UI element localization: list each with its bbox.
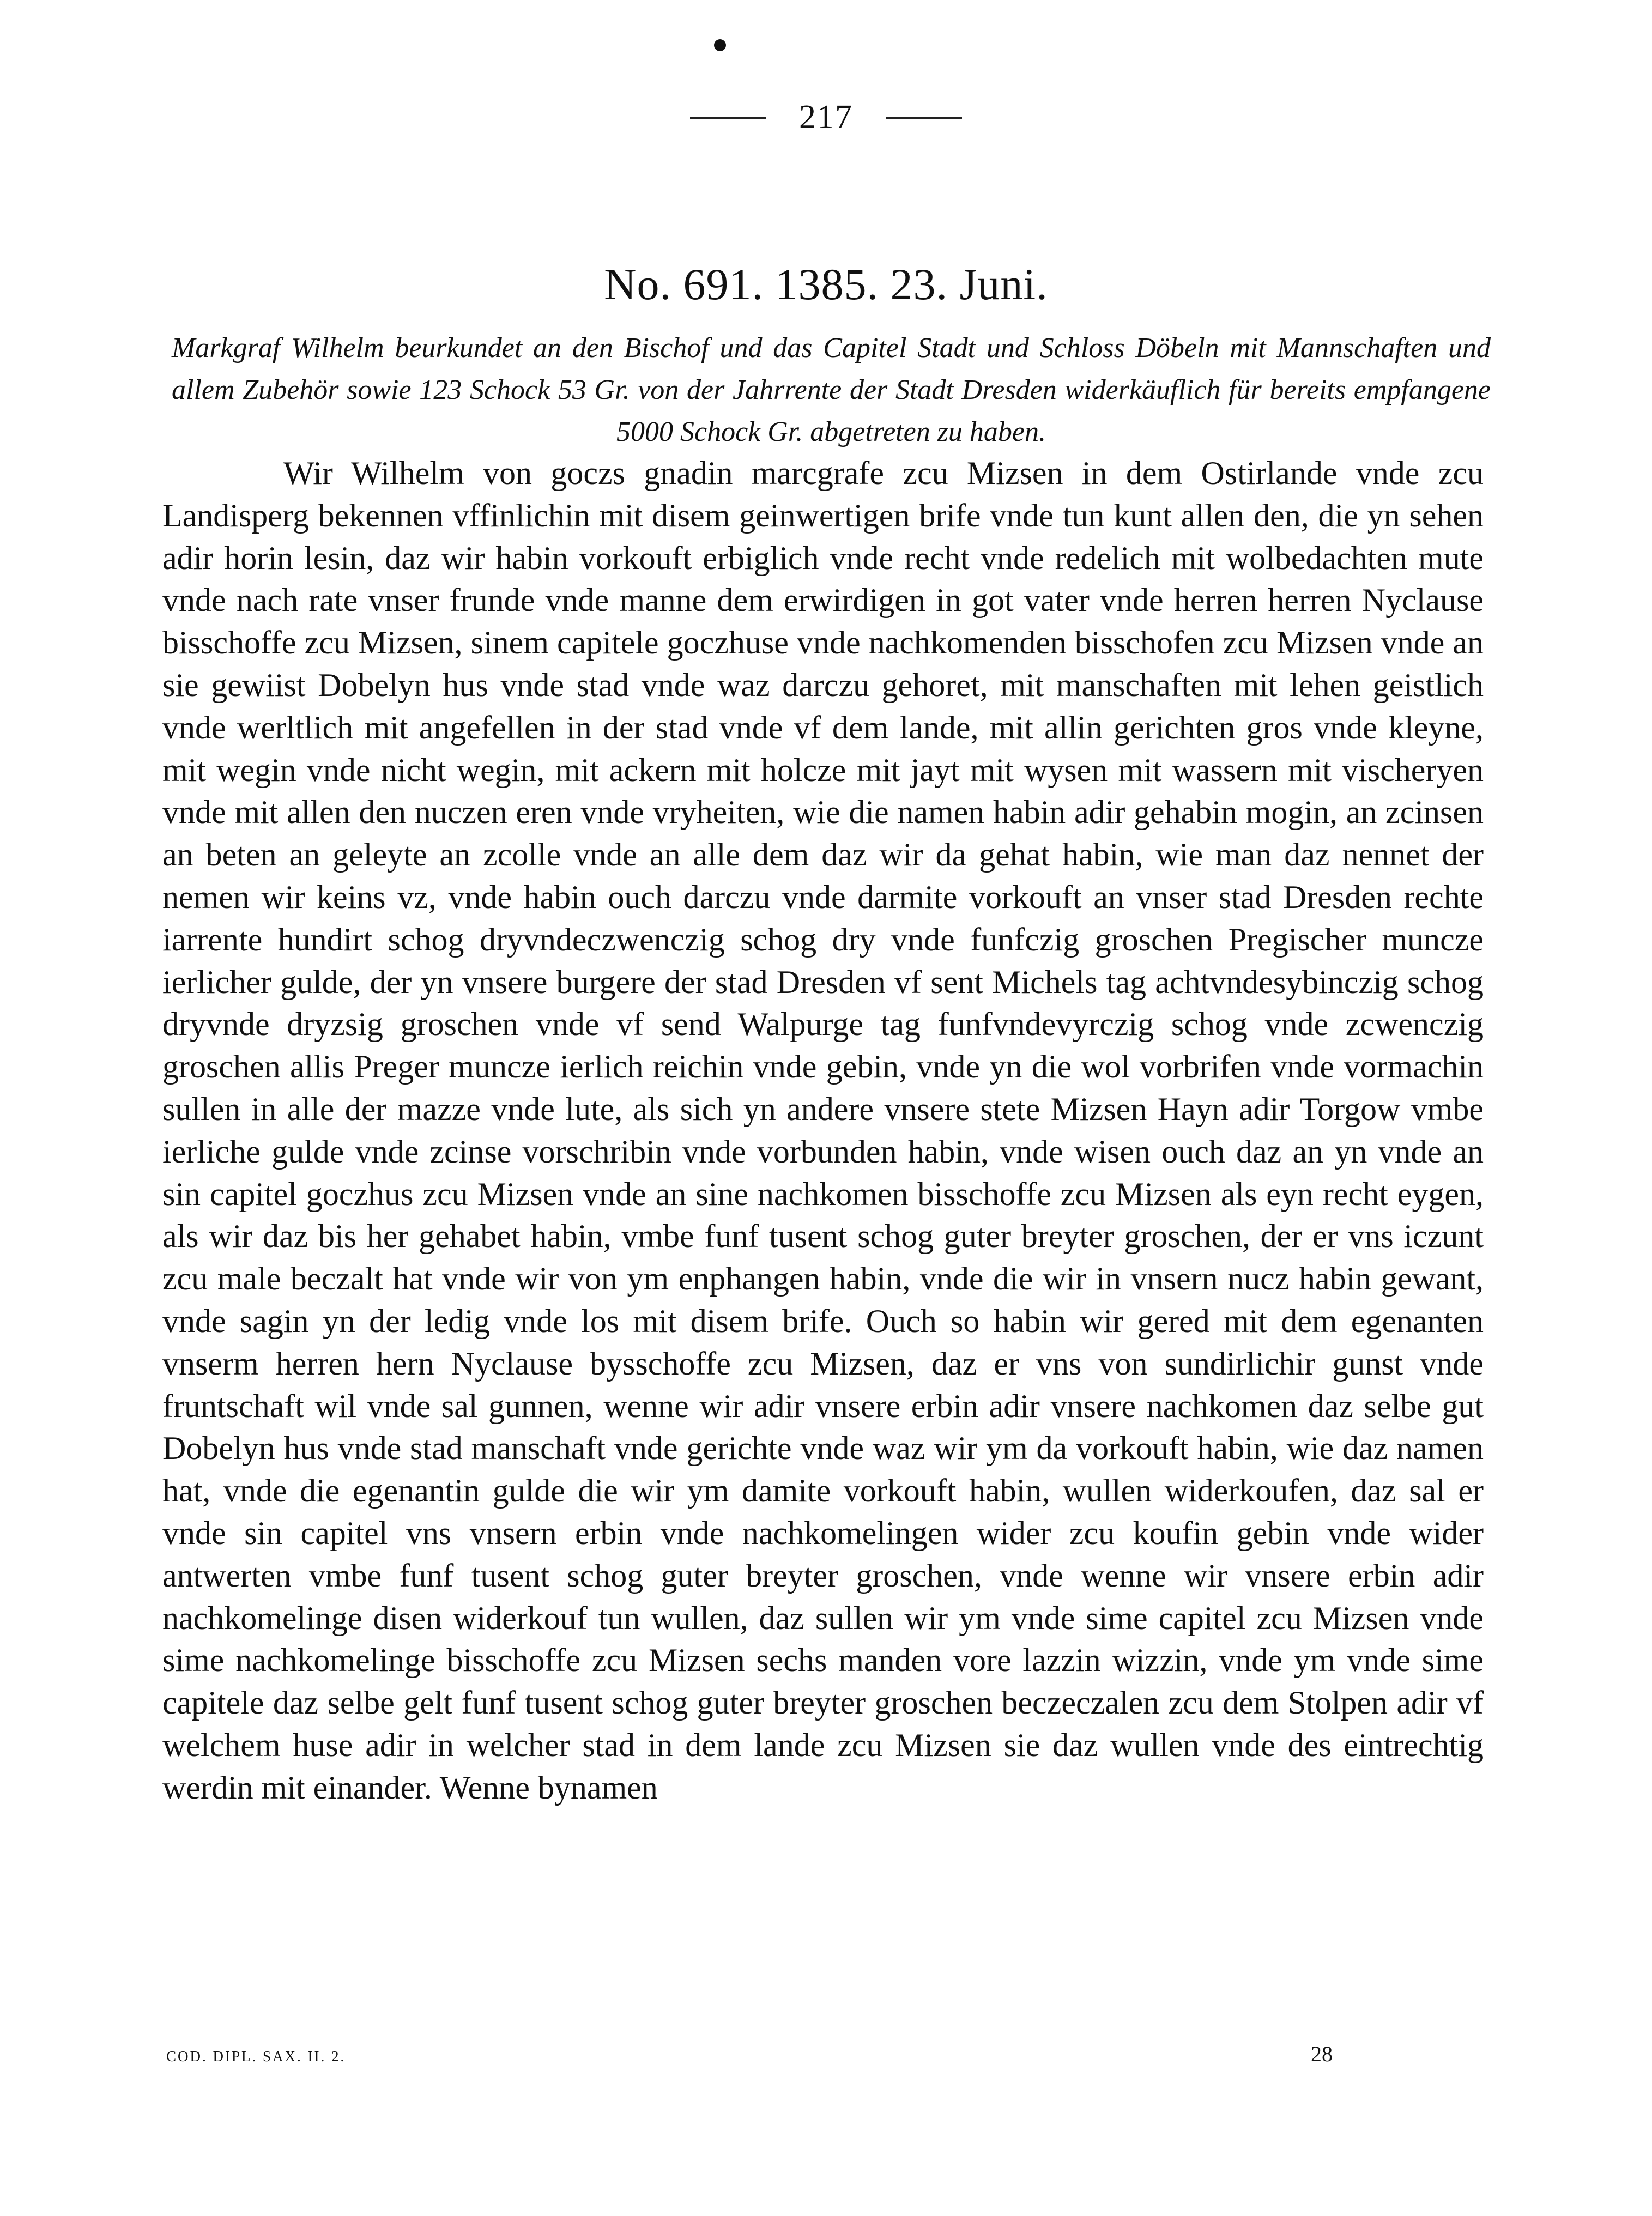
printer-dot	[714, 39, 726, 51]
document-summary: Markgraf Wilhelm beurkundet an den Bischof und das Capitel Stadt und Schloss Döbeln mit Mannschaften und allem Zubehör sowie 123 Schock 53 Gr. von der Jahrrente der Stadt Dresden widerkäuflich für bereits empfangene 5000 Schock Gr. abgetreten zu haben.	[172, 332, 1491, 447]
header-rule-left	[690, 117, 766, 119]
document-body: Wir Wilhelm von goczs gnadin marcgrafe zcu Mizsen in dem Ostirlande vnde zcu Landisperg bekennen vffinlichin mit disem geinwertigen brife vnde tun kunt allen den, die yn sehen adir horin lesin, daz wir habin vorkouft erbiglich vnde recht vnde redelich mit wolbedachten mute vnde nach rate vnser frunde vnde manne dem erwirdigen in got vater vnde herren herren Nyclause bisschoffe zcu Mizsen, sinem capitele goczhuse vnde nachkomenden bisschofen zcu Mizsen vnde an sie gewiist Dobelyn hus vnde stad vnde waz darczu gehoret, mit manschaften mit lehen geistlich vnde werltlich mit angefellen in der stad vnde vf dem lande, mit allin gerichten gros vnde kleyne, mit wegin vnde nicht wegin, mit ackern mit holcze mit jayt mit wysen mit wassern mit vischeryen vnde mit allen den nuczen eren vnde vryheiten, wie die namen habin adir gehabin mogin, an zcinsen an beten an geleyte an zcolle vnde an alle dem daz wir da gehat habin, wie man daz nennet der nemen wir keins vz, vnde habin ouch darczu vnde darmite vorkouft an vnser stad Dresden rechte iarrente hundirt schog dryvndeczwenczig schog dry vnde funfczig groschen Pregischer muncze ierlicher gulde, der yn vnsere burgere der stad Dresden vf sent Michels tag achtvndesybinczig schog dryvnde dryzsig groschen vnde vf send Walpurge tag funfvndevyrczig schog vnde zcwenczig groschen allis Preger muncze ierlich reichin vnde gebin, vnde yn die wol vorbrifen vnde vormachin sullen in alle der mazze vnde lute, als sich yn andere vnsere stete Mizsen Hayn adir Torgow vmbe ierliche gulde vnde zcinse vorschribin vnde vorbunden habin, vnde wisen ouch daz an yn vnde an sin capitel goczhus zcu Mizsen vnde an sine nachkomen bisschoffe zcu Mizsen als eyn recht eygen, als wir daz bis her gehabet habin, vmbe funf tusent schog guter breyter groschen, der er vns iczunt zcu male beczalt hat vnde wir von ym enphangen habin, vnde die wir in vnsern nucz habin gewant, vnde sagin yn der ledig vnde los mit disem brife. Ouch so habin wir gered mit dem egenanten vnserm herren hern Nyclause bysschoffe zcu Mizsen, daz er vns von sundirlichir gunst vnde fruntschaft wil vnde sal gunnen, wenne wir adir vnsere erbin adir vnsere nachkomen daz selbe gut Dobelyn hus vnde stad manschaft vnde gerichte vnde waz wir ym da vorkouft habin, wie daz namen hat, vnde die egenantin gulde die wir ym damite vorkouft habin, wullen widerkoufen, daz sal er vnde sin capitel vns vnsern erbin vnde nachkomelingen wider zcu koufin gebin vnde wider antwerten vmbe funf tusent schog guter breyter groschen, vnde wenne wir vnsere erbin adir nachkomelinge disen widerkouf tun wullen, daz sullen wir ym vnde sime capitel zcu Mizsen vnde sime nachkomelinge bisschoffe zcu Mizsen sechs manden vore lazzin wizzin, vnde ym vnde sime capitele daz selbe gelt funf tusent schog guter breyter groschen beczeczalen zcu dem Stolpen adir vf welchem huse adir in welcher stad in dem lande zcu Mizsen sie daz wullen vnde des eintrechtig werdin mit einander. Wenne bynamen	[162, 455, 1484, 1806]
header-rule-right	[886, 117, 962, 119]
footer-signature: COD. DIPL. SAX. II. 2.	[166, 2048, 346, 2064]
document-title: No. 691. 1385. 23. Juni.	[604, 259, 1048, 309]
page-number: 217	[799, 99, 853, 136]
footer-sheet-number: 28	[1311, 2042, 1333, 2066]
page-header	[0, 98, 1652, 137]
